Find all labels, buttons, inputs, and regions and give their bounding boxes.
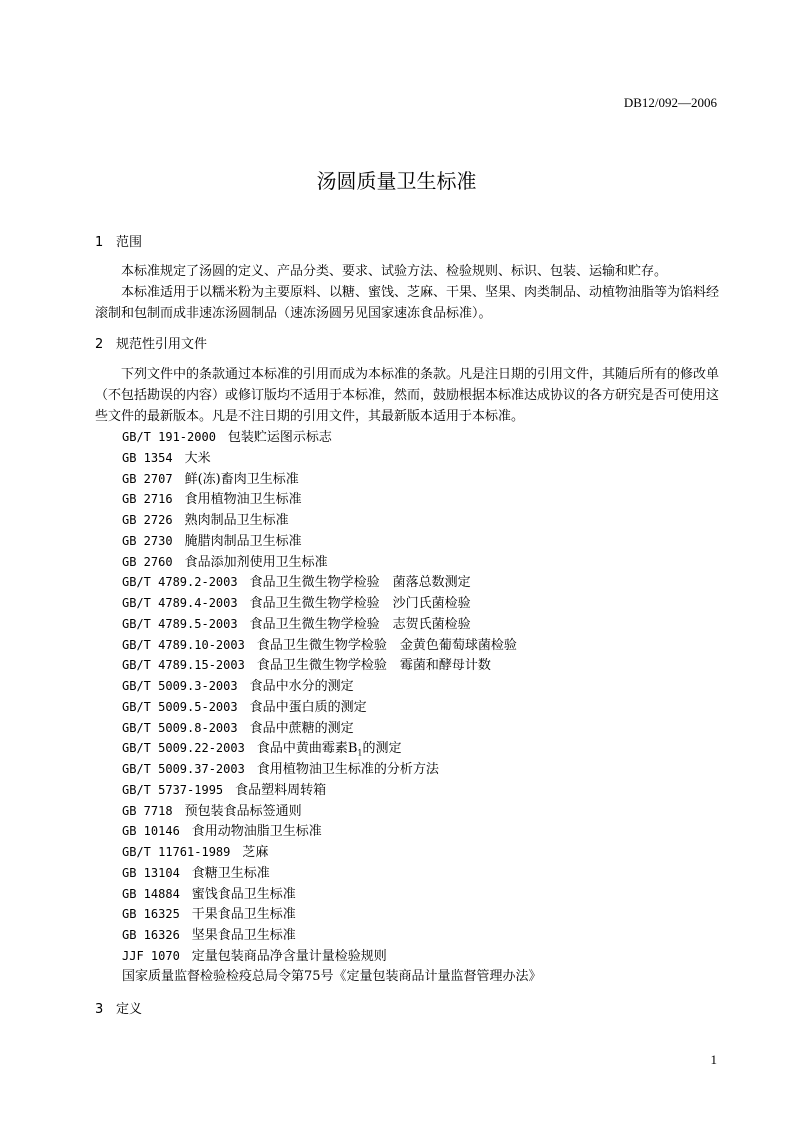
reference-code: GB 2760 bbox=[122, 554, 173, 569]
list-item bbox=[122, 572, 542, 593]
list-item bbox=[122, 552, 542, 573]
reference-name: 蜜饯食品卫生标准 bbox=[191, 886, 296, 902]
reference-name: 坚果食品卫生标准 bbox=[191, 928, 296, 943]
section-title: 定义 bbox=[116, 1002, 143, 1017]
reference-name: 腌腊肉制品卫生标准 bbox=[184, 533, 302, 549]
list-item bbox=[122, 925, 542, 946]
list-item bbox=[122, 801, 542, 822]
reference-code: GB/T 5009.37-2003 bbox=[122, 762, 245, 776]
reference-name: 食品卫生微生物学检验 志贺氏菌检验 bbox=[249, 616, 471, 632]
reference-name: 食用植物油卫生标准的分析方法 bbox=[256, 762, 439, 777]
reference-code: GB 16326 bbox=[122, 928, 180, 942]
list-item-decree: 国家质量监督检验检疫总局令第75号《定量包装商品计量监督管理办法》 bbox=[122, 968, 542, 984]
list-item bbox=[122, 531, 542, 552]
reference-name: 干果食品卫生标准 bbox=[191, 907, 296, 923]
references-intro: 下列文件中的条款通过本标准的引用而成为本标准的条款。凡是注日期的引用文件，其随后所有的修改单（不包括勘误的内容）或修订版均不适用于本标准，然而，鼓励根据本标准达成协议的各方研究是否可使用这些文件的最新版本。凡是不注日期的引用文件，其最新版本适用于本标准。 bbox=[95, 367, 720, 424]
reference-name: 食品卫生微生物学检验 沙门氏菌检验 bbox=[249, 596, 471, 611]
reference-code: GB 7718 bbox=[122, 803, 173, 818]
list-item bbox=[122, 780, 542, 801]
section-heading-scope bbox=[95, 235, 142, 251]
list-item bbox=[122, 697, 542, 718]
reference-name: 预包装食品标签通则 bbox=[184, 803, 302, 819]
reference-code: GB/T 5009.8-2003 bbox=[122, 720, 238, 735]
reference-code: GB/T 4789.5-2003 bbox=[122, 616, 238, 631]
reference-code: GB/T 11761-1989 bbox=[122, 845, 231, 859]
list-item bbox=[122, 655, 542, 676]
list-item bbox=[122, 738, 542, 759]
reference-list bbox=[122, 427, 542, 987]
scope-paragraph-2: 本标准适用于以糯米粉为主要原料、以糖、蜜饯、芝麻、干果、坚果、肉类制品、动植物油脂等为馅料经滚制和包制而成非速冻汤圆制品（速冻汤圆另见国家速冻食品标准）。 bbox=[95, 285, 720, 321]
list-item bbox=[122, 448, 542, 469]
list-item bbox=[122, 759, 542, 780]
section-title: 范围 bbox=[116, 235, 143, 250]
list-item bbox=[122, 593, 542, 614]
reference-code: GB 2707 bbox=[122, 471, 173, 486]
reference-name: 食品中蔗糖的测定 bbox=[249, 720, 354, 736]
reference-name: 芝麻 bbox=[242, 845, 269, 860]
section-number: 1 bbox=[95, 235, 104, 250]
reference-name: 食品添加剂使用卫生标准 bbox=[184, 554, 328, 570]
reference-name: 食糖卫生标准 bbox=[191, 865, 270, 881]
reference-name bbox=[257, 741, 402, 756]
reference-code: GB/T 191-2000 bbox=[122, 430, 216, 444]
list-item bbox=[122, 489, 542, 510]
document-code: DB12/092—2006 bbox=[623, 95, 717, 110]
reference-code: JJF 1070 bbox=[122, 948, 180, 963]
list-item bbox=[122, 842, 542, 863]
reference-code: GB 13104 bbox=[122, 865, 180, 880]
reference-name: 食品塑料周转箱 bbox=[235, 782, 327, 798]
reference-code: GB/T 5009.5-2003 bbox=[122, 699, 238, 714]
list-item bbox=[122, 718, 542, 739]
scope-paragraph-1: 本标准规定了汤圆的定义、产品分类、要求、试验方法、检验规则、标识、包装、运输和贮存。 bbox=[121, 264, 668, 279]
list-item bbox=[122, 946, 542, 967]
reference-code: GB/T 4789.2-2003 bbox=[122, 575, 238, 590]
reference-name: 定量包装商品净含量计量检验规则 bbox=[191, 948, 387, 964]
reference-code: GB/T 5737-1995 bbox=[122, 782, 224, 797]
section-number: 3 bbox=[95, 1002, 104, 1017]
reference-name: 熟肉制品卫生标准 bbox=[184, 513, 289, 528]
section-heading-definitions bbox=[95, 1002, 142, 1018]
list-item bbox=[122, 635, 542, 656]
reference-name: 包装贮运图示标志 bbox=[227, 430, 332, 445]
reference-name-post: 的测定 bbox=[362, 741, 402, 757]
reference-name: 食品卫生微生物学检验 金黄色葡萄球菌检验 bbox=[256, 637, 517, 653]
reference-name: 鲜(冻)畜肉卫生标准 bbox=[184, 471, 299, 487]
reference-code: GB/T 4789.4-2003 bbox=[122, 596, 238, 610]
reference-code: GB 2726 bbox=[122, 513, 173, 527]
list-item bbox=[122, 614, 542, 635]
reference-code: GB 10146 bbox=[122, 824, 180, 839]
reference-code: GB 14884 bbox=[122, 886, 180, 901]
page-number: 1 bbox=[710, 1052, 717, 1067]
reference-name: 食品中水分的测定 bbox=[249, 679, 354, 694]
page-title: 汤圆质量卫生标准 bbox=[316, 169, 477, 193]
reference-code: GB 1354 bbox=[122, 450, 173, 465]
reference-code: GB/T 4789.15-2003 bbox=[122, 658, 245, 673]
reference-name: 食用动物油脂卫生标准 bbox=[191, 824, 322, 840]
list-item bbox=[122, 884, 542, 905]
reference-code: GB 2730 bbox=[122, 533, 173, 548]
reference-name: 食品卫生微生物学检验 菌落总数测定 bbox=[249, 575, 471, 591]
list-item bbox=[122, 510, 542, 531]
reference-code: GB 2716 bbox=[122, 492, 173, 507]
list-item bbox=[122, 427, 542, 448]
reference-name: 食品中蛋白质的测定 bbox=[249, 699, 367, 715]
reference-name: 大米 bbox=[184, 450, 211, 466]
list-item bbox=[122, 904, 542, 925]
list-item bbox=[122, 676, 542, 697]
reference-code: GB 16325 bbox=[122, 907, 180, 922]
section-title: 规范性引用文件 bbox=[116, 337, 208, 352]
reference-code: GB/T 4789.10-2003 bbox=[122, 637, 245, 652]
reference-name-subscript: 1 bbox=[357, 748, 363, 758]
reference-name-pre: 食品中黄曲霉素B bbox=[256, 741, 358, 757]
reference-name: 食品卫生微生物学检验 霉菌和酵母计数 bbox=[256, 658, 491, 674]
section-heading-references bbox=[95, 337, 207, 353]
reference-code: GB/T 5009.3-2003 bbox=[122, 679, 238, 693]
reference-name: 食用植物油卫生标准 bbox=[184, 492, 302, 508]
reference-code: GB/T 5009.22-2003 bbox=[122, 741, 245, 756]
list-item bbox=[122, 821, 542, 842]
section-number: 2 bbox=[95, 337, 104, 352]
list-item bbox=[122, 863, 542, 884]
list-item bbox=[122, 469, 542, 490]
